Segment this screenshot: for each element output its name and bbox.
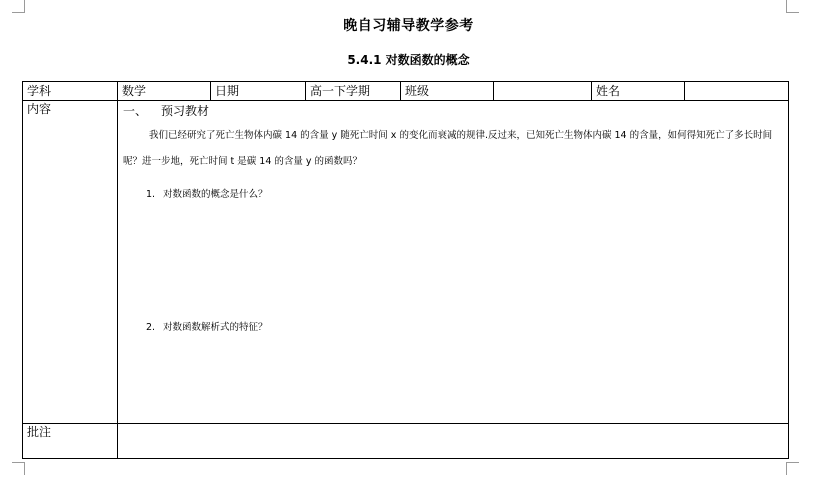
section-number: 一、 [123,104,148,118]
page-corner-mark-top-left [12,0,25,13]
name-label: 姓名 [592,82,685,101]
page-corner-mark-top-right [786,0,799,13]
section-title: 预习教材 [161,104,210,118]
date-value[interactable]: 高一下学期 [306,82,401,101]
note-row [23,424,789,459]
question-1-text: 对数函数的概念是什么？ [163,189,268,200]
question-2 [146,319,268,336]
page-corner-mark-bottom-left [12,462,25,475]
subject-value[interactable]: 数学 [118,82,211,101]
subject-label: 学科 [23,82,118,101]
intro-paragraph: 我们已经研究了死亡生物体内碳 14 的含量 y 随死亡时间 x 的变化而衰减的规律.反过来，已知死亡生物体内碳 14 的含量，如何得知死亡了多长时间呢？进一步地，死亡时间 t 是碳 14 的含量 y 的函数吗？ [123,130,773,167]
question-2-text: 对数函数解析式的特征？ [163,322,268,333]
document-subtitle: 5.4.1 对数函数的概念 [347,53,470,67]
question-1 [146,186,268,203]
note-label: 批注 [23,424,118,459]
header-row [23,82,789,101]
content-row [23,101,789,424]
question-1-number: 1. [146,189,156,200]
question-2-number: 2. [146,322,156,333]
lesson-table [22,81,789,459]
note-cell[interactable] [118,424,789,459]
document-title: 晚自习辅导教学参考 [343,18,474,34]
section-heading [123,103,209,120]
content-label: 内容 [23,101,118,424]
page-corner-mark-bottom-right [786,462,799,475]
name-value[interactable] [685,82,789,101]
class-value[interactable] [494,82,592,101]
content-cell[interactable] [118,101,789,424]
date-label: 日期 [211,82,306,101]
class-label: 班级 [401,82,494,101]
